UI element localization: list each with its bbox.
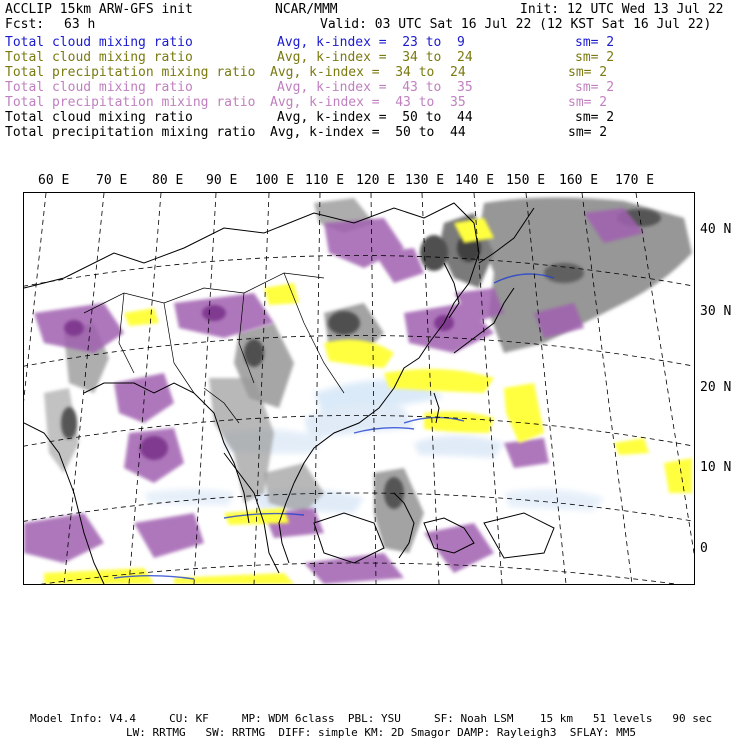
field-row-4-sm: sm= 2 — [575, 80, 615, 95]
footer-model-info: Model Info: V4.4 CU: KF MP: WDM 6class PBL: YSU SF: Noah LSM 15 km 51 levels 90 sec — [30, 712, 713, 725]
field-row-5-name: Total precipitation mixing ratio — [5, 95, 256, 110]
field-row-6-name: Total cloud mixing ratio — [5, 110, 193, 125]
lon-label-140e: 140 E — [455, 173, 495, 188]
valid-time: Valid: 03 UTC Sat 16 Jul 22 (12 KST Sat 16 Jul 22) — [320, 17, 712, 32]
lon-label-100e: 100 E — [255, 173, 295, 188]
footer-physics-info: LW: RRTMG SW: RRTMG DIFF: simple KM: 2D Smagor DAMP: Rayleigh3 SFLAY: MM5 — [126, 726, 636, 739]
lat-label-30n: 30 N — [700, 304, 732, 319]
field-row-6-sm: sm= 2 — [575, 110, 615, 125]
lat-label-20n: 20 N — [700, 380, 732, 395]
field-row-7-sm: sm= 2 — [568, 125, 608, 140]
lon-label-70e: 70 E — [96, 173, 128, 188]
field-row-3-avg: Avg, k-index = 34 to 24 — [270, 65, 466, 80]
forecast-hour: 63 h — [64, 17, 96, 32]
lon-label-80e: 80 E — [152, 173, 184, 188]
lon-label-170e: 170 E — [615, 173, 655, 188]
field-row-4-avg: Avg, k-index = 43 to 35 — [277, 80, 473, 95]
lon-label-120e: 120 E — [356, 173, 396, 188]
field-row-5-sm: sm= 2 — [568, 95, 608, 110]
field-row-3-name: Total precipitation mixing ratio — [5, 65, 256, 80]
lon-label-60e: 60 E — [38, 173, 70, 188]
field-row-2-sm: sm= 2 — [575, 50, 615, 65]
forecast-map — [24, 193, 694, 584]
lon-label-110e: 110 E — [305, 173, 345, 188]
field-row-6-avg: Avg, k-index = 50 to 44 — [277, 110, 473, 125]
field-row-7-name: Total precipitation mixing ratio — [5, 125, 256, 140]
field-row-1-name: Total cloud mixing ratio — [5, 35, 193, 50]
lat-label-40n: 40 N — [700, 222, 732, 237]
field-row-1-sm: sm= 2 — [575, 35, 615, 50]
lon-label-130e: 130 E — [405, 173, 445, 188]
organization-label: NCAR/MMM — [275, 2, 338, 17]
field-row-2-name: Total cloud mixing ratio — [5, 50, 193, 65]
map-panel — [23, 192, 695, 585]
field-row-3-sm: sm= 2 — [568, 65, 608, 80]
lat-label-10n: 10 N — [700, 460, 732, 475]
model-title: ACCLIP 15km ARW-GFS init — [5, 2, 193, 17]
forecast-label: Fcst: — [5, 17, 45, 32]
field-row-5-avg: Avg, k-index = 43 to 35 — [270, 95, 466, 110]
lon-label-160e: 160 E — [559, 173, 599, 188]
lon-label-150e: 150 E — [506, 173, 546, 188]
lon-label-90e: 90 E — [206, 173, 238, 188]
field-row-1-avg: Avg, k-index = 23 to 9 — [277, 35, 465, 50]
field-row-2-avg: Avg, k-index = 34 to 24 — [277, 50, 473, 65]
field-row-7-avg: Avg, k-index = 50 to 44 — [270, 125, 466, 140]
field-row-4-name: Total cloud mixing ratio — [5, 80, 193, 95]
init-time: Init: 12 UTC Wed 13 Jul 22 — [520, 2, 724, 17]
lat-label-0: 0 — [700, 541, 708, 556]
